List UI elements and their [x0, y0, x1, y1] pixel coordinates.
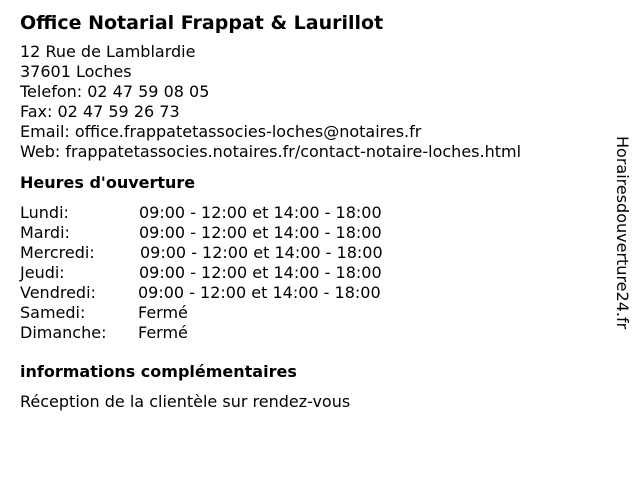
hours-day: Mercredi: — [20, 243, 95, 262]
hours-row-samedi — [20, 303, 600, 323]
hours-day: Jeudi: — [20, 263, 65, 282]
office-title: Office Notarial Frappat & Laurillot — [20, 12, 384, 34]
phone-line: Telefon: 02 47 59 08 05 — [20, 82, 210, 101]
info-text: Réception de la clientèle sur rendez-vous — [20, 392, 351, 411]
hours-row-mercredi — [20, 243, 600, 263]
hours-time: Fermé — [138, 303, 188, 322]
hours-time: 09:00 - 12:00 et 14:00 - 18:00 — [140, 243, 383, 262]
hours-row-vendredi — [20, 283, 600, 303]
hours-table — [20, 203, 600, 343]
fax-line: Fax: 02 47 59 26 73 — [20, 102, 180, 121]
hours-day: Dimanche: — [20, 323, 107, 342]
hours-time: 09:00 - 12:00 et 14:00 - 18:00 — [139, 203, 382, 222]
hours-row-mardi — [20, 223, 600, 243]
hours-day: Lundi: — [20, 203, 69, 222]
hours-heading: Heures d'ouverture — [20, 173, 196, 192]
hours-time: 09:00 - 12:00 et 14:00 - 18:00 — [138, 283, 381, 302]
hours-time: Fermé — [138, 323, 188, 342]
email-line: Email: office.frappatetassocies-loches@notaires.fr — [20, 122, 422, 141]
address-line-2: 37601 Loches — [20, 62, 132, 81]
hours-row-lundi — [20, 203, 600, 223]
web-line: Web: frappatetassocies.notaires.fr/contact-notaire-loches.html — [20, 142, 522, 161]
hours-day: Mardi: — [20, 223, 70, 242]
address-line-1: 12 Rue de Lamblardie — [20, 42, 196, 61]
hours-time: 09:00 - 12:00 et 14:00 - 18:00 — [139, 223, 382, 242]
office-card — [20, 10, 600, 412]
hours-row-jeudi — [20, 263, 600, 283]
info-heading: informations complémentaires — [20, 362, 297, 381]
side-brand-text: Horairesdouverture24.fr — [613, 136, 632, 330]
hours-row-dimanche — [20, 323, 600, 343]
hours-time: 09:00 - 12:00 et 14:00 - 18:00 — [139, 263, 382, 282]
hours-day: Vendredi: — [20, 283, 96, 302]
hours-day: Samedi: — [20, 303, 86, 322]
